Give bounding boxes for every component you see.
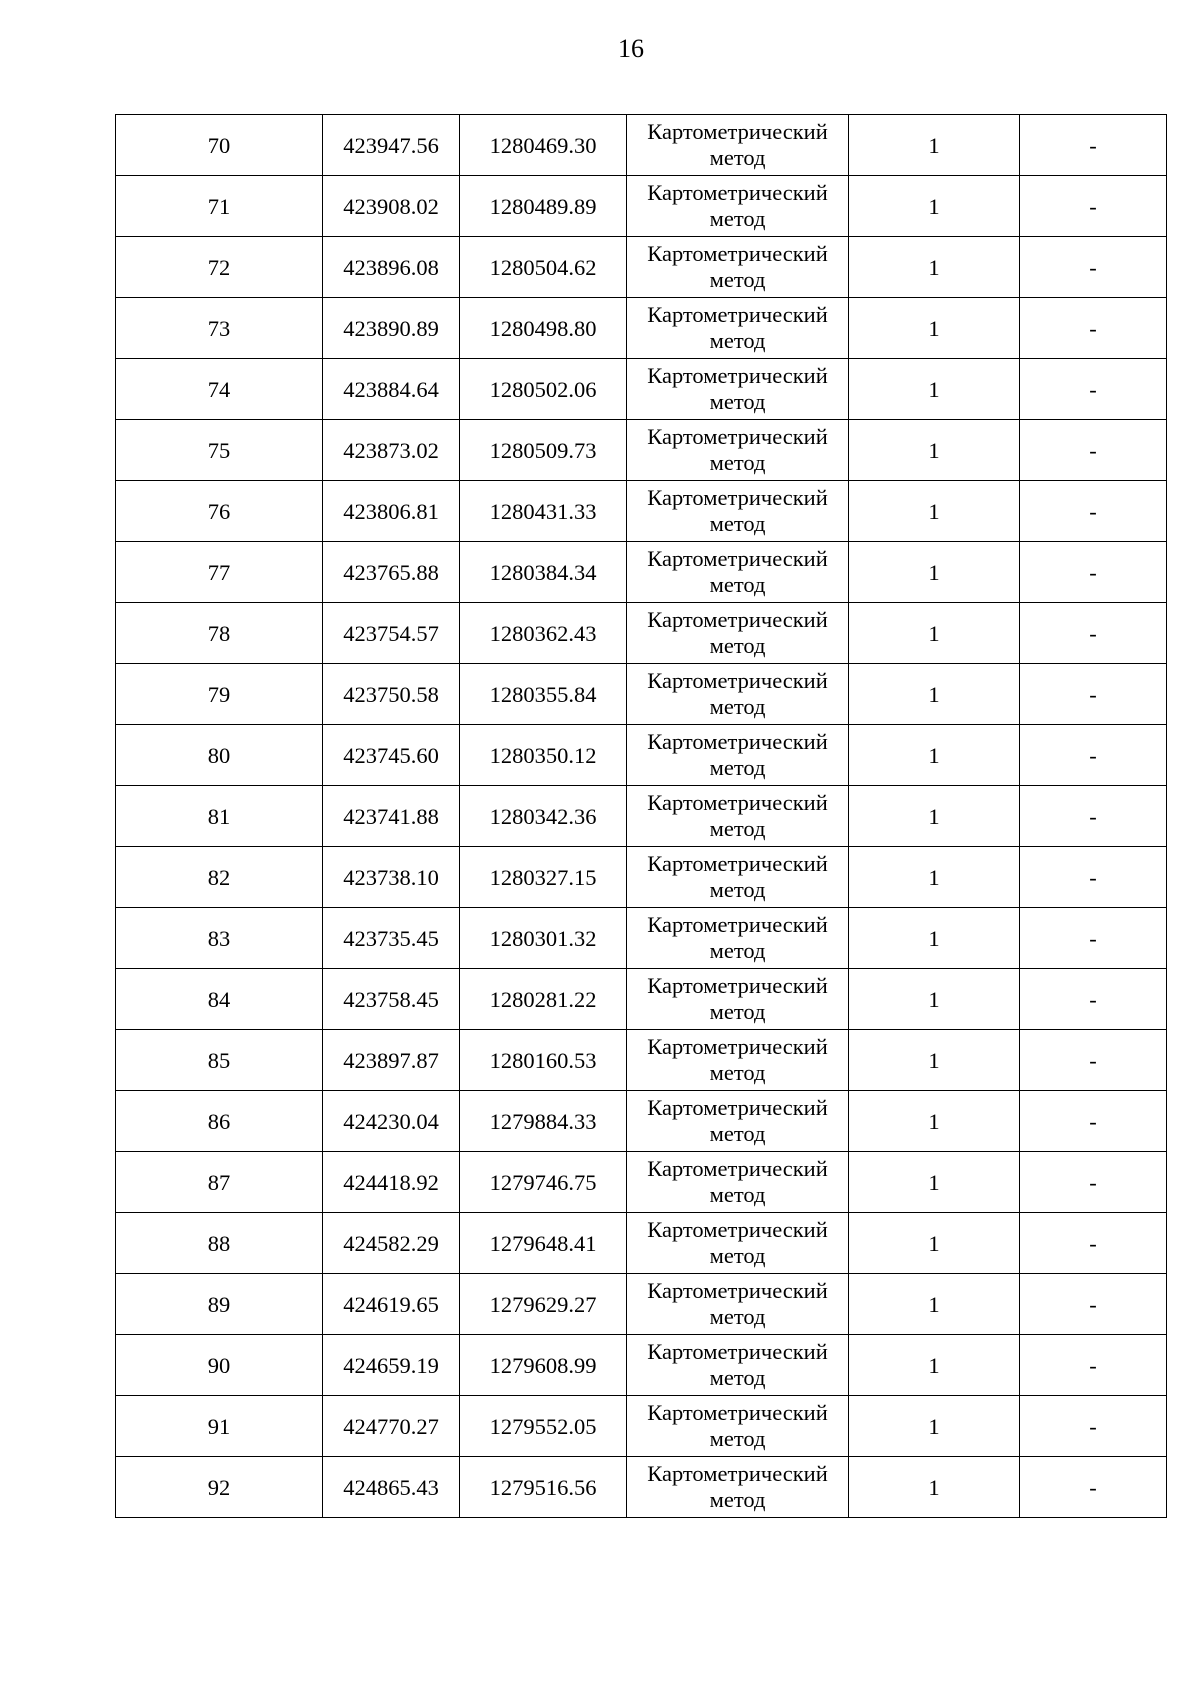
cell-method: Картометрический метод bbox=[627, 237, 849, 298]
table-row bbox=[116, 237, 1167, 298]
cell-point-number: 81 bbox=[116, 786, 323, 847]
cell-method: Картометрический метод bbox=[627, 847, 849, 908]
table-row bbox=[116, 664, 1167, 725]
cell-accuracy: 1 bbox=[849, 481, 1020, 542]
cell-method: Картометрический метод bbox=[627, 1396, 849, 1457]
cell-method: Картометрический метод bbox=[627, 1030, 849, 1091]
cell-y-coordinate: 1279746.75 bbox=[460, 1152, 627, 1213]
cell-note: - bbox=[1020, 1030, 1167, 1091]
cell-x-coordinate: 424582.29 bbox=[323, 1213, 460, 1274]
cell-accuracy: 1 bbox=[849, 176, 1020, 237]
cell-method: Картометрический метод bbox=[627, 298, 849, 359]
table-row bbox=[116, 847, 1167, 908]
table-row bbox=[116, 1457, 1167, 1518]
cell-y-coordinate: 1279629.27 bbox=[460, 1274, 627, 1335]
cell-accuracy: 1 bbox=[849, 1457, 1020, 1518]
cell-note: - bbox=[1020, 1396, 1167, 1457]
cell-note: - bbox=[1020, 1152, 1167, 1213]
cell-method: Картометрический метод bbox=[627, 115, 849, 176]
cell-note: - bbox=[1020, 725, 1167, 786]
cell-method: Картометрический метод bbox=[627, 1152, 849, 1213]
cell-note: - bbox=[1020, 969, 1167, 1030]
cell-method: Картометрический метод bbox=[627, 1091, 849, 1152]
cell-x-coordinate: 423735.45 bbox=[323, 908, 460, 969]
cell-x-coordinate: 423758.45 bbox=[323, 969, 460, 1030]
cell-point-number: 92 bbox=[116, 1457, 323, 1518]
table-row bbox=[116, 1091, 1167, 1152]
cell-y-coordinate: 1280489.89 bbox=[460, 176, 627, 237]
cell-accuracy: 1 bbox=[849, 969, 1020, 1030]
cell-point-number: 71 bbox=[116, 176, 323, 237]
cell-point-number: 87 bbox=[116, 1152, 323, 1213]
cell-accuracy: 1 bbox=[849, 603, 1020, 664]
cell-method: Картометрический метод bbox=[627, 176, 849, 237]
cell-note: - bbox=[1020, 1213, 1167, 1274]
table-row bbox=[116, 359, 1167, 420]
cell-x-coordinate: 424230.04 bbox=[323, 1091, 460, 1152]
table-row bbox=[116, 786, 1167, 847]
cell-point-number: 85 bbox=[116, 1030, 323, 1091]
coordinates-table-body bbox=[116, 115, 1167, 1518]
cell-x-coordinate: 423890.89 bbox=[323, 298, 460, 359]
coordinates-table bbox=[115, 114, 1167, 1518]
cell-accuracy: 1 bbox=[849, 298, 1020, 359]
cell-note: - bbox=[1020, 1091, 1167, 1152]
page-number: 16 bbox=[618, 34, 644, 63]
cell-x-coordinate: 423884.64 bbox=[323, 359, 460, 420]
cell-method: Картометрический метод bbox=[627, 359, 849, 420]
cell-y-coordinate: 1280342.36 bbox=[460, 786, 627, 847]
table-row bbox=[116, 725, 1167, 786]
table-row bbox=[116, 542, 1167, 603]
cell-y-coordinate: 1280350.12 bbox=[460, 725, 627, 786]
cell-note: - bbox=[1020, 115, 1167, 176]
cell-point-number: 90 bbox=[116, 1335, 323, 1396]
cell-x-coordinate: 423897.87 bbox=[323, 1030, 460, 1091]
cell-y-coordinate: 1280469.30 bbox=[460, 115, 627, 176]
cell-note: - bbox=[1020, 1274, 1167, 1335]
cell-method: Картометрический метод bbox=[627, 969, 849, 1030]
cell-method: Картометрический метод bbox=[627, 481, 849, 542]
cell-y-coordinate: 1280498.80 bbox=[460, 298, 627, 359]
cell-method: Картометрический метод bbox=[627, 725, 849, 786]
cell-point-number: 78 bbox=[116, 603, 323, 664]
cell-accuracy: 1 bbox=[849, 359, 1020, 420]
cell-note: - bbox=[1020, 481, 1167, 542]
table-row bbox=[116, 969, 1167, 1030]
cell-note: - bbox=[1020, 847, 1167, 908]
cell-method: Картометрический метод bbox=[627, 542, 849, 603]
cell-method: Картометрический метод bbox=[627, 1274, 849, 1335]
cell-point-number: 74 bbox=[116, 359, 323, 420]
cell-y-coordinate: 1280160.53 bbox=[460, 1030, 627, 1091]
cell-y-coordinate: 1280384.34 bbox=[460, 542, 627, 603]
cell-point-number: 91 bbox=[116, 1396, 323, 1457]
table-row bbox=[116, 1396, 1167, 1457]
cell-y-coordinate: 1279552.05 bbox=[460, 1396, 627, 1457]
cell-note: - bbox=[1020, 908, 1167, 969]
cell-x-coordinate: 423738.10 bbox=[323, 847, 460, 908]
cell-x-coordinate: 424619.65 bbox=[323, 1274, 460, 1335]
table-row bbox=[116, 1335, 1167, 1396]
cell-x-coordinate: 423896.08 bbox=[323, 237, 460, 298]
cell-method: Картометрический метод bbox=[627, 664, 849, 725]
cell-x-coordinate: 423908.02 bbox=[323, 176, 460, 237]
cell-point-number: 70 bbox=[116, 115, 323, 176]
cell-point-number: 79 bbox=[116, 664, 323, 725]
cell-y-coordinate: 1280301.32 bbox=[460, 908, 627, 969]
cell-point-number: 84 bbox=[116, 969, 323, 1030]
cell-note: - bbox=[1020, 420, 1167, 481]
table-row bbox=[116, 115, 1167, 176]
cell-y-coordinate: 1280362.43 bbox=[460, 603, 627, 664]
cell-y-coordinate: 1279516.56 bbox=[460, 1457, 627, 1518]
cell-x-coordinate: 423754.57 bbox=[323, 603, 460, 664]
cell-note: - bbox=[1020, 298, 1167, 359]
cell-point-number: 83 bbox=[116, 908, 323, 969]
cell-method: Картометрический метод bbox=[627, 1457, 849, 1518]
cell-method: Картометрический метод bbox=[627, 908, 849, 969]
table-row bbox=[116, 1274, 1167, 1335]
cell-note: - bbox=[1020, 603, 1167, 664]
cell-point-number: 73 bbox=[116, 298, 323, 359]
cell-accuracy: 1 bbox=[849, 420, 1020, 481]
cell-accuracy: 1 bbox=[849, 1030, 1020, 1091]
table-row bbox=[116, 908, 1167, 969]
cell-x-coordinate: 423806.81 bbox=[323, 481, 460, 542]
cell-method: Картометрический метод bbox=[627, 603, 849, 664]
cell-point-number: 77 bbox=[116, 542, 323, 603]
cell-method: Картометрический метод bbox=[627, 420, 849, 481]
cell-point-number: 82 bbox=[116, 847, 323, 908]
cell-y-coordinate: 1279884.33 bbox=[460, 1091, 627, 1152]
cell-accuracy: 1 bbox=[849, 1335, 1020, 1396]
cell-note: - bbox=[1020, 1335, 1167, 1396]
cell-y-coordinate: 1280355.84 bbox=[460, 664, 627, 725]
cell-accuracy: 1 bbox=[849, 1396, 1020, 1457]
cell-x-coordinate: 424659.19 bbox=[323, 1335, 460, 1396]
table-row bbox=[116, 420, 1167, 481]
cell-x-coordinate: 424770.27 bbox=[323, 1396, 460, 1457]
cell-note: - bbox=[1020, 542, 1167, 603]
table-row bbox=[116, 481, 1167, 542]
cell-note: - bbox=[1020, 786, 1167, 847]
cell-method: Картометрический метод bbox=[627, 1213, 849, 1274]
cell-point-number: 76 bbox=[116, 481, 323, 542]
cell-y-coordinate: 1279608.99 bbox=[460, 1335, 627, 1396]
cell-x-coordinate: 423745.60 bbox=[323, 725, 460, 786]
cell-accuracy: 1 bbox=[849, 908, 1020, 969]
cell-point-number: 75 bbox=[116, 420, 323, 481]
cell-accuracy: 1 bbox=[849, 786, 1020, 847]
cell-note: - bbox=[1020, 237, 1167, 298]
cell-x-coordinate: 423947.56 bbox=[323, 115, 460, 176]
cell-accuracy: 1 bbox=[849, 237, 1020, 298]
cell-x-coordinate: 423741.88 bbox=[323, 786, 460, 847]
table-row bbox=[116, 603, 1167, 664]
table-row bbox=[116, 298, 1167, 359]
table-row bbox=[116, 176, 1167, 237]
cell-point-number: 80 bbox=[116, 725, 323, 786]
cell-x-coordinate: 424418.92 bbox=[323, 1152, 460, 1213]
cell-point-number: 89 bbox=[116, 1274, 323, 1335]
cell-accuracy: 1 bbox=[849, 725, 1020, 786]
cell-method: Картометрический метод bbox=[627, 1335, 849, 1396]
cell-y-coordinate: 1280281.22 bbox=[460, 969, 627, 1030]
cell-y-coordinate: 1279648.41 bbox=[460, 1213, 627, 1274]
cell-accuracy: 1 bbox=[849, 1274, 1020, 1335]
cell-x-coordinate: 423765.88 bbox=[323, 542, 460, 603]
cell-x-coordinate: 424865.43 bbox=[323, 1457, 460, 1518]
cell-x-coordinate: 423873.02 bbox=[323, 420, 460, 481]
cell-note: - bbox=[1020, 664, 1167, 725]
table-row bbox=[116, 1213, 1167, 1274]
cell-note: - bbox=[1020, 359, 1167, 420]
cell-accuracy: 1 bbox=[849, 1152, 1020, 1213]
cell-note: - bbox=[1020, 1457, 1167, 1518]
cell-method: Картометрический метод bbox=[627, 786, 849, 847]
cell-accuracy: 1 bbox=[849, 664, 1020, 725]
table-row bbox=[116, 1152, 1167, 1213]
cell-accuracy: 1 bbox=[849, 115, 1020, 176]
cell-accuracy: 1 bbox=[849, 1213, 1020, 1274]
cell-y-coordinate: 1280327.15 bbox=[460, 847, 627, 908]
cell-y-coordinate: 1280431.33 bbox=[460, 481, 627, 542]
cell-x-coordinate: 423750.58 bbox=[323, 664, 460, 725]
cell-accuracy: 1 bbox=[849, 847, 1020, 908]
cell-point-number: 86 bbox=[116, 1091, 323, 1152]
cell-y-coordinate: 1280509.73 bbox=[460, 420, 627, 481]
cell-y-coordinate: 1280502.06 bbox=[460, 359, 627, 420]
table-row bbox=[116, 1030, 1167, 1091]
cell-point-number: 88 bbox=[116, 1213, 323, 1274]
cell-note: - bbox=[1020, 176, 1167, 237]
cell-accuracy: 1 bbox=[849, 1091, 1020, 1152]
cell-y-coordinate: 1280504.62 bbox=[460, 237, 627, 298]
cell-point-number: 72 bbox=[116, 237, 323, 298]
cell-accuracy: 1 bbox=[849, 542, 1020, 603]
